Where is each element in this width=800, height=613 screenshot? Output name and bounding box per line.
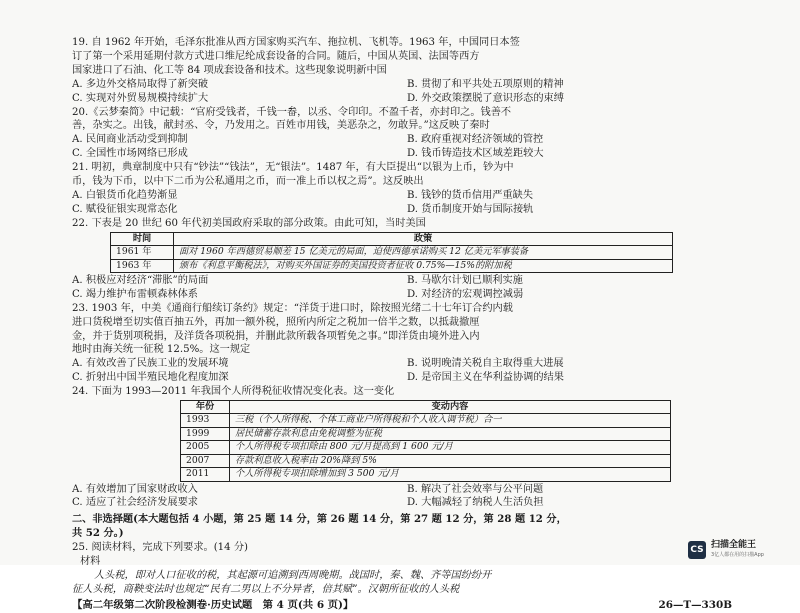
q22-row-time: 1961 年	[111, 246, 174, 259]
q23-option-c: C. 折射出中国半殖民地化程度加深	[72, 372, 229, 384]
q23-stem-line-4: 地时由海关统一征税 12.5%。这一规定	[72, 344, 251, 356]
q25-material-line-2: 征人头税，商鞅变法时也规定“民有二男以上不分异者，倍其赋”。汉朝所征收的人头税	[72, 583, 460, 595]
q19-stem-line-1: 19. 自 1962 年开始，毛泽东批准从西方国家购买汽车、拖拉机、飞机等。1963 年，中国同日本签	[72, 37, 520, 48]
q23-option-a: A. 有效改善了民族工业的发展环境	[72, 358, 229, 370]
q20-option-d: D. 钱币铸造技术区域差距较大	[407, 148, 544, 160]
q20-option-a: A. 民间商业活动受到抑制	[72, 134, 188, 146]
q24-option-b: B. 解决了社会效率与公平问题	[407, 483, 544, 495]
q22-option-b: B. 马歇尔计划已顺利实施	[407, 274, 523, 286]
q24-tax-table	[180, 400, 671, 481]
table-row	[111, 246, 673, 259]
q24-col-change: 变动内容	[230, 401, 671, 414]
q20-option-c: C. 全国性市场网络已形成	[72, 148, 188, 160]
q19-options	[72, 78, 732, 106]
q25-material-label: 材料	[80, 556, 101, 568]
q21-option-b: B. 钱钞的货币信用严重缺失	[407, 189, 534, 201]
q20-stem-line-1: 20.《云梦秦简》中记载：“官府受钱者，千钱一畚，以丞、令印印。不盈千者，亦封印之。钱善不	[72, 106, 512, 118]
q19-option-b: B. 贯彻了和平共处五项原则的精神	[407, 78, 564, 90]
q21-stem-line-2: 币，钱为下币，以中下二币为公私通用之币，而一准上币以权之焉”。这反映出	[72, 176, 424, 188]
q22-option-c: C. 竭力维护布雷顿森林体系	[72, 288, 198, 300]
q24-row-change: 三税（个人所得税、个体工商业户所得税和个人收入调节税）合一	[230, 414, 671, 427]
q24-row-year: 2007	[181, 454, 230, 467]
q22-row-policy: 颁布《利息平衡税法》，对购买外国证券的美国投资者征收 0.75%—15%的附加税	[174, 259, 673, 272]
table-row	[181, 414, 671, 427]
q19-option-d: D. 外交政策摆脱了意识形态的束缚	[407, 92, 564, 104]
q21-option-a: A. 白银货币化趋势渐显	[72, 189, 178, 201]
q24-row-change: 存款利息收入税率由 20%降到 5%	[230, 454, 671, 467]
q24-row-change: 个人所得税专项扣除由 800 元/月提高到 1 600 元/月	[230, 441, 671, 454]
q24-row-change: 个人所得税专项扣除增加到 3 500 元/月	[230, 468, 671, 481]
q22-table-header	[111, 232, 673, 245]
q22-option-a: A. 积极应对经济“滞胀”的局面	[72, 274, 209, 286]
watermark-name: 扫描全能王	[711, 540, 757, 550]
q22-option-d: D. 对经济的宏观调控减弱	[407, 288, 524, 300]
q23-option-b: B. 说明晚清关税自主取得重大进展	[407, 358, 564, 370]
q20-options	[72, 133, 732, 161]
q25-stem: 25. 阅读材料，完成下列要求。(14 分)	[72, 542, 249, 554]
q24-row-year: 1993	[181, 414, 230, 427]
q19-option-a: A. 多边外交格局取得了新突破	[72, 78, 209, 90]
q22-row-time: 1963 年	[111, 259, 174, 272]
exam-content	[72, 36, 732, 613]
q24-option-a: A. 有效增加了国家财政收入	[72, 483, 198, 495]
q21-option-d: D. 货币制度开始与国际接轨	[407, 203, 534, 215]
q23-option-d: D. 是帝国主义在华利益协调的结果	[407, 372, 564, 384]
q23-stem-line-2: 进口货税增至切实值百抽五外，再加一额外税，照所内所定之税加一倍半之数，以抵裁撤厘	[72, 316, 480, 328]
section-2-heading-line-1: 二、非选择题(本大题包括 4 小题，第 25 题 14 分，第 26 题 14 分，第 27 题 12 分，第 28 题 12 分，	[72, 513, 567, 526]
q24-row-year: 2005	[181, 441, 230, 454]
q19-option-c: C. 实现对外贸易规模持续扩大	[72, 92, 209, 104]
q24-option-c: C. 适应了社会经济发展要求	[72, 497, 198, 509]
page-footer	[72, 599, 732, 613]
q24-options	[72, 483, 732, 511]
q20-stem-line-2: 善，杂实之。出钱，献封丞、令，乃发用之。百姓市用钱，美恶杂之，勿敢异。”这反映了秦时	[72, 120, 490, 132]
q24-row-year: 1999	[181, 427, 230, 440]
q24-row-change: 居民储蓄存款利息由免税调整为征税	[230, 427, 671, 440]
q24-table-header	[181, 401, 671, 414]
q20-option-b: B. 政府重视对经济领域的管控	[407, 134, 544, 146]
q23-stem-line-3: 金，并于货别项税捐，及洋货各项税捐，并删此款所载各项暂免之事。”即洋货由境外进入内	[72, 330, 480, 342]
table-row	[181, 454, 671, 467]
q24-row-year: 2011	[181, 468, 230, 481]
q22-row-policy: 面对 1960 年西德贸易顺差 15 亿美元的局面，迫使西德承诺购买 12 亿美元军事装备	[174, 246, 673, 259]
q19-stem-line-2: 订了第一个采用延期付款方式进口维尼纶成套设备的合同。随后，中国从英国、法国等西方	[72, 50, 480, 62]
q22-col-time: 时间	[111, 232, 174, 245]
q23-options	[72, 357, 732, 385]
table-row	[181, 441, 671, 454]
scanner-watermark	[688, 540, 764, 560]
watermark-text	[711, 540, 764, 560]
q22-col-policy: 政策	[174, 232, 673, 245]
table-row	[181, 468, 671, 481]
footer-code: 26—T—330B	[658, 598, 732, 611]
q22-stem: 22. 下表是 20 世纪 60 年代初美国政府采取的部分政策。由此可知，当时美国	[72, 217, 426, 229]
q21-stem-line-1: 21. 明初，典章制度中只有“钞法”“钱法”，无“银法”。1487 年，有大臣提出“以银为上币，钞为中	[72, 162, 514, 174]
q24-stem: 24. 下面为 1993—2011 年我国个人所得税征收情况变化表。这一变化	[72, 386, 395, 398]
q23-stem-line-1: 23. 1903 年，中美《通商行船续订条约》规定：“洋货于进口时，除按照光绪二十七年订合约内载	[72, 302, 513, 314]
footer-title: 【高二年级第二次阶段检测卷·历史试题 第 4 页(共 6 页)】	[72, 598, 354, 611]
table-row	[181, 427, 671, 440]
q22-policy-table	[110, 232, 673, 273]
table-row	[111, 259, 673, 272]
q21-options	[72, 189, 732, 217]
q25-material-line-1: 人头税，即对人口征收的税，其起源可追溯到西周晚期。战国时，秦、魏、齐等国纷纷开	[94, 569, 492, 581]
camscanner-logo-icon: CS	[688, 541, 706, 559]
q21-option-c: C. 赋役征银实现常态化	[72, 203, 178, 215]
q24-col-year: 年份	[181, 401, 230, 414]
q22-options	[72, 274, 732, 302]
q19-stem-line-3: 国家进口了石油、化工等 84 项成套设备和技术。这些现象说明新中国	[72, 64, 387, 76]
section-2-heading-line-2: 共 52 分。)	[72, 527, 124, 540]
q24-option-d: D. 大幅减轻了纳税人生活负担	[407, 497, 544, 509]
watermark-subtitle: 3亿人都在用的扫描App	[711, 552, 764, 558]
